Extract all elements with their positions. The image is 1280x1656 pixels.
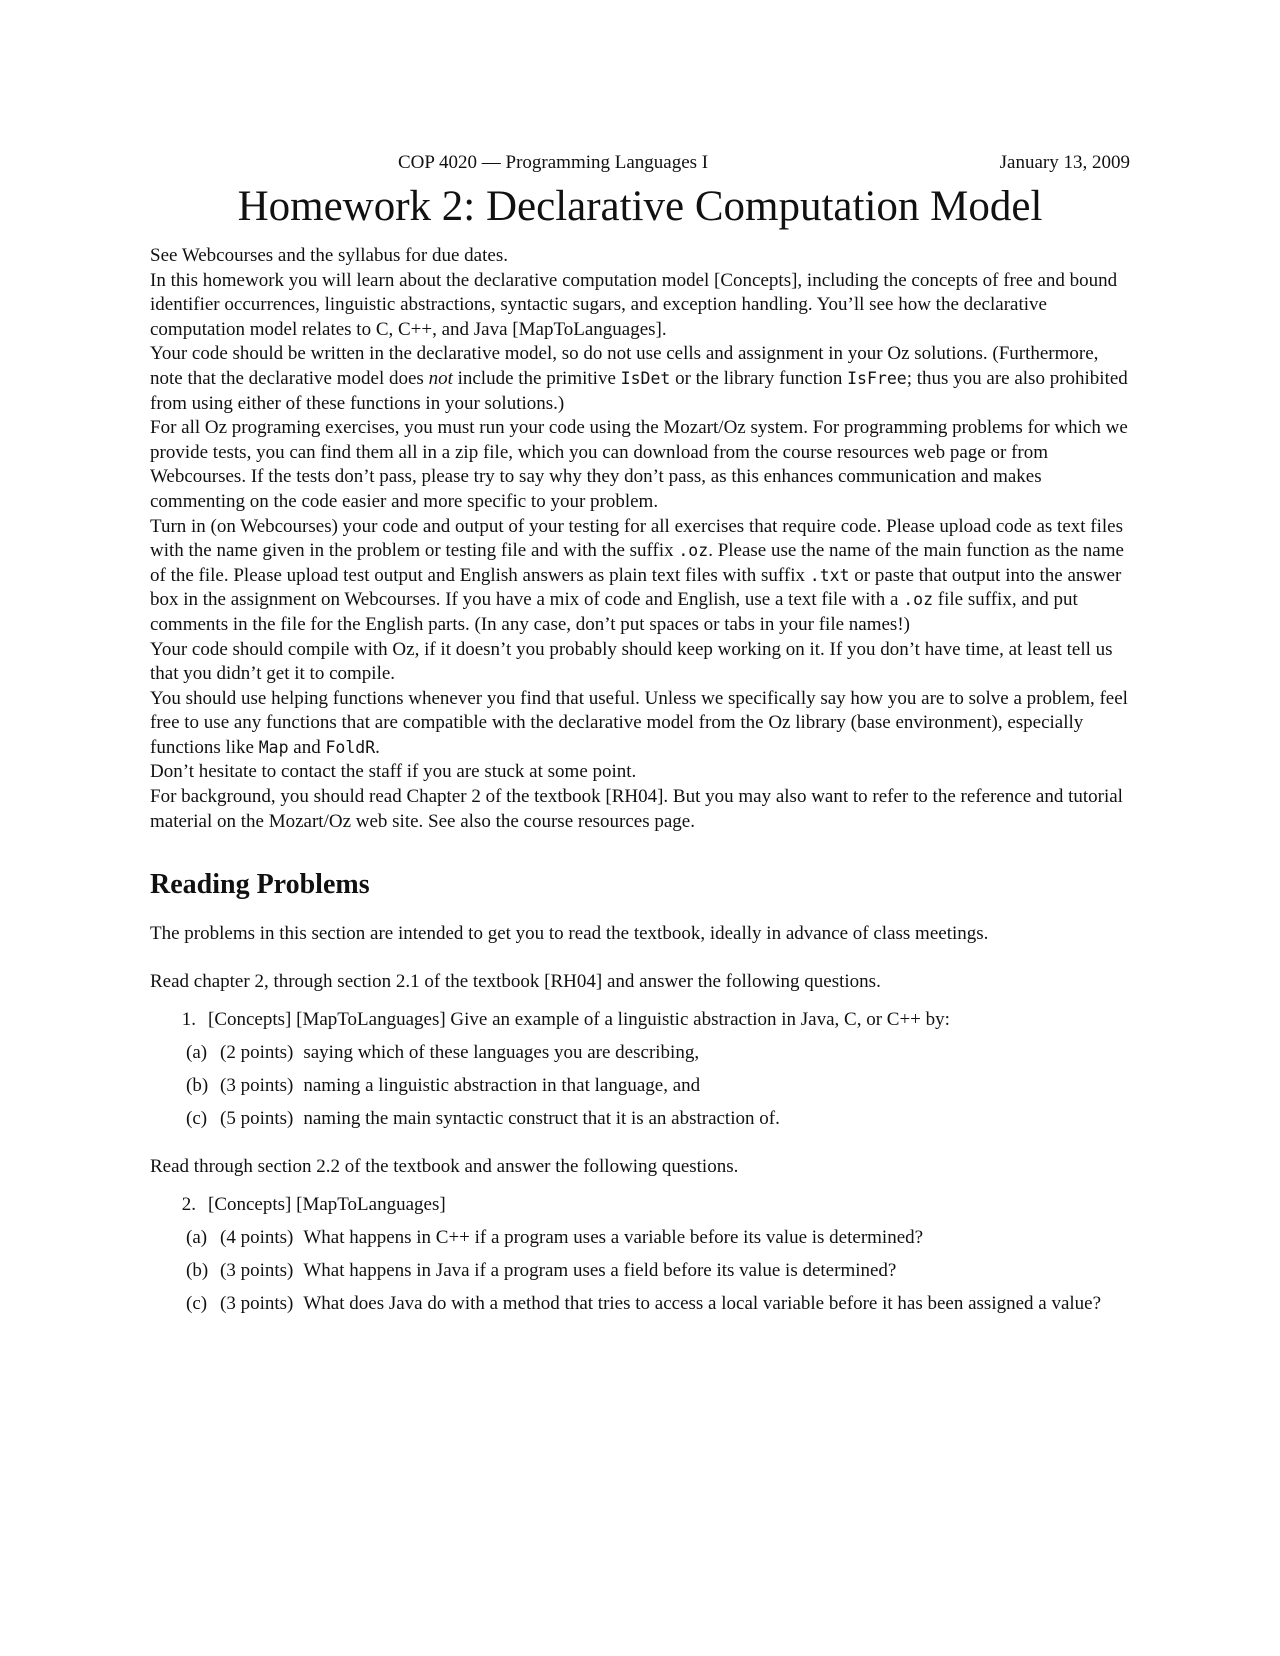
paragraph-turn-in: Turn in (on Webcourses) your code and output of your testing for all exercises that require code. Please upload code as text files with the name given in the problem or testing file and with the suffix .oz. Please use the name of the main function as the name of the file. Please upload test output and English answers as plain text files with suffix .txt or paste that output into the answer box in the assignment on Webcourses. If you have a mix of code and English, use a text file with a .oz file suffix, and put comments in the file for the English parts. (In any case, don’t put spaces or tabs in your file names!) bbox=[150, 515, 1124, 635]
course-name: COP 4020 — Programming Languages I bbox=[398, 152, 709, 173]
problem-part: (a) (2 points) saying which of these languages you are describing, bbox=[186, 1042, 700, 1064]
problem-number: 1. bbox=[181, 1009, 196, 1031]
code-isfree: IsFree bbox=[847, 368, 907, 388]
problem-part: (c) (5 points) naming the main syntactic construct that it is an abstraction of. bbox=[186, 1108, 780, 1130]
code-txt-suffix: .txt bbox=[809, 565, 850, 585]
page-header bbox=[150, 148, 1130, 178]
document-page bbox=[150, 148, 1130, 1316]
reading-instruction-2: Read through section 2.2 of the textbook and answer the following questions. bbox=[150, 1156, 739, 1178]
paragraph-compile: Your code should compile with Oz, if it doesn’t you probably should keep working on it. If you don’t have time, at least tell us that you didn’t get it to compile. bbox=[150, 638, 1113, 685]
code-foldr: FoldR bbox=[325, 737, 376, 757]
instructions bbox=[150, 244, 1130, 834]
paragraph-contact: Don’t hesitate to contact the staff if you are stuck at some point. bbox=[150, 761, 637, 783]
problem-1 bbox=[150, 1008, 1130, 1131]
paragraph-helping-functions: You should use helping functions whenever you find that useful. Unless we specifically say how you are to solve a problem, feel free to use any functions that are compatible with the declarative model from the Oz library (base environment), especially functions like Map and FoldR. bbox=[150, 687, 1128, 758]
problem-2 bbox=[150, 1193, 1130, 1316]
reading-intro: The problems in this section are intended to get you to read the textbook, ideally in advance of class meetings. bbox=[150, 923, 989, 945]
problem-text: [Concepts] [MapToLanguages] bbox=[208, 1194, 446, 1216]
problem-part: (c) (3 points) What does Java do with a method that tries to access a local variable before it has been assigned a value? bbox=[186, 1293, 1102, 1315]
paragraph-declarative: Your code should be written in the declarative model, so do not use cells and assignment in your Oz solutions. (Furthermore, note that the declarative model does not include the primitive IsDet or the library function IsFree; thus you are also prohibited from using either of these functions in your solutions.) bbox=[150, 343, 1128, 414]
problem-text: [Concepts] [MapToLanguages] Give an example of a linguistic abstraction in Java, C, or C++ by: bbox=[208, 1009, 950, 1031]
code-isdet: IsDet bbox=[620, 368, 671, 388]
problem-part: (b) (3 points) What happens in Java if a program uses a field before its value is determined? bbox=[186, 1260, 897, 1282]
problem-part: (b) (3 points) naming a linguistic abstraction in that language, and bbox=[186, 1075, 701, 1097]
reading-instruction-1: Read chapter 2, through section 2.1 of the textbook [RH04] and answer the following questions. bbox=[150, 971, 881, 993]
paragraph-overview: In this homework you will learn about the declarative computation model [Concepts], including the concepts of free and bound identifier occurrences, linguistic abstractions, syntactic sugars, and exception handling. You’ll see how the declarative computation model relates to C, C++, and Java [MapToLanguages]. bbox=[150, 269, 1118, 340]
problem-number: 2. bbox=[181, 1194, 196, 1216]
code-oz-suffix-2: .oz bbox=[903, 590, 934, 610]
paragraph-mozart: For all Oz programing exercises, you must run your code using the Mozart/Oz system. For programming problems for which we provide tests, you can find them all in a zip file, which you can download from the course resources web page or from Webcourses. If the tests don’t pass, please try to say why they don’t pass, as this enhances communication and makes commenting on the code easier and more specific to your problem. bbox=[150, 417, 1128, 512]
paragraph-background: For background, you should read Chapter 2 of the textbook [RH04]. But you may also want to refer to the reference and tutorial material on the Mozart/Oz web site. See also the course resources page. bbox=[150, 786, 1123, 832]
paragraph-due-dates: See Webcourses and the syllabus for due dates. bbox=[150, 245, 508, 266]
header-date: January 13, 2009 bbox=[999, 152, 1130, 173]
code-map: Map bbox=[258, 737, 289, 757]
code-oz-suffix: .oz bbox=[678, 541, 709, 561]
section-heading-reading: Reading Problems bbox=[150, 869, 370, 901]
document-title: Homework 2: Declarative Computation Model bbox=[237, 183, 1043, 230]
problem-part: (a) (4 points) What happens in C++ if a program uses a variable before its value is determined? bbox=[186, 1227, 924, 1249]
